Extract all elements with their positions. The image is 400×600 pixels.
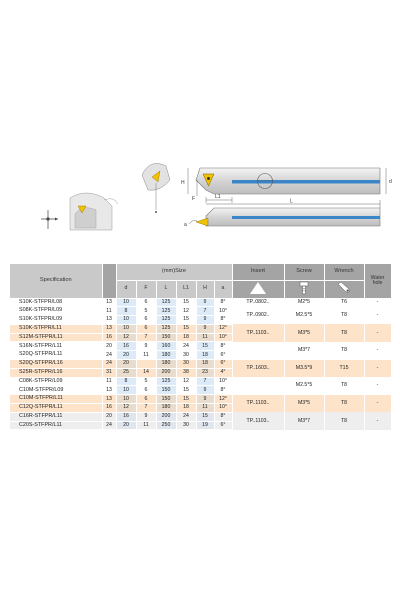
cell-insert: TP..0802.. [232, 298, 284, 307]
cell-L: 125 [156, 298, 176, 307]
cell-water-hole: - [364, 324, 391, 342]
cell-d: 10 [116, 395, 136, 404]
cell-a: 10° [214, 404, 232, 413]
cell-d: 8 [116, 307, 136, 316]
cell-water-hole: - [364, 342, 391, 360]
cell-wrench: T8 [324, 377, 364, 395]
cell-F: 6 [136, 316, 156, 325]
cell-specification: C10M-STFPR/L09 [10, 386, 102, 395]
cell-a: 4° [214, 368, 232, 377]
cell-d-outer: 24 [102, 421, 116, 430]
boring-bar-top-view [184, 194, 380, 228]
header-blank [102, 264, 116, 298]
cell-insert: TP..1103.. [232, 324, 284, 342]
cell-d-outer: 13 [102, 298, 116, 307]
cell-d: 10 [116, 324, 136, 333]
cell-a: 6° [214, 360, 232, 369]
cell-d-outer: 16 [102, 404, 116, 413]
header-screw: Screw [284, 264, 324, 280]
cell-L1: 18 [176, 333, 196, 342]
shank-blue-stripe-top [232, 216, 380, 219]
cell-d-outer: 24 [102, 351, 116, 360]
cell-insert: TP..1103.. [232, 412, 284, 430]
table-row [10, 324, 391, 333]
cell-L: 150 [156, 386, 176, 395]
cell-wrench: T8 [324, 412, 364, 430]
table-row [10, 395, 391, 404]
cell-L: 200 [156, 412, 176, 421]
insert-triangle-icon [232, 280, 284, 298]
cell-screw: M2.5*5 [284, 307, 324, 325]
header-insert: Insert [232, 264, 284, 280]
cell-L1: 24 [176, 412, 196, 421]
header-d: d [116, 280, 136, 298]
header-water-hole [364, 264, 391, 298]
axis-indicator-icon [41, 210, 58, 229]
cell-d: 25 [116, 368, 136, 377]
cell-d-outer: 13 [102, 395, 116, 404]
cell-H: 15 [196, 412, 214, 421]
cell-F: 11 [136, 421, 156, 430]
cell-F: 9 [136, 342, 156, 351]
cell-H: 18 [196, 351, 214, 360]
header-wrench: Wrench [324, 264, 364, 280]
header-specification: Specification [10, 264, 102, 298]
cell-L1: 38 [176, 368, 196, 377]
cell-L1: 30 [176, 421, 196, 430]
spec-table-body [10, 298, 391, 430]
cell-wrench: T6 [324, 298, 364, 307]
cell-water-hole: - [364, 395, 391, 413]
header-water-hole-line2: hole [372, 279, 383, 286]
cell-d: 10 [116, 316, 136, 325]
cell-F: 6 [136, 298, 156, 307]
cell-L: 125 [156, 324, 176, 333]
cell-L1: 18 [176, 404, 196, 413]
cell-L1: 15 [176, 316, 196, 325]
cell-specification: C10M-STFPR/L11 [10, 395, 102, 404]
cell-H: 18 [196, 360, 214, 369]
cell-L: 180 [156, 351, 176, 360]
cell-d: 20 [116, 421, 136, 430]
cell-d-outer: 31 [102, 368, 116, 377]
cell-insert [232, 342, 284, 360]
cell-screw: M3*5 [284, 395, 324, 413]
cell-F: 6 [136, 386, 156, 395]
cell-d-outer: 24 [102, 360, 116, 369]
cell-H: 9 [196, 324, 214, 333]
cell-specification: C20S-STFPR/L11 [10, 421, 102, 430]
cell-d: 8 [116, 377, 136, 386]
screw-icon [284, 280, 324, 298]
cell-specification: S10K-STFPR/L08 [10, 298, 102, 307]
cell-L: 180 [156, 360, 176, 369]
cell-water-hole: - [364, 298, 391, 307]
dim-label-d: d [389, 179, 392, 185]
tool-drawing [0, 0, 400, 260]
cell-F: 5 [136, 307, 156, 316]
cell-L: 150 [156, 333, 176, 342]
cell-water-hole: - [364, 412, 391, 430]
cell-d-outer: 11 [102, 377, 116, 386]
cell-d-outer: 11 [102, 307, 116, 316]
cell-F: 7 [136, 404, 156, 413]
cell-d: 12 [116, 404, 136, 413]
bore-workpiece-sketch [70, 193, 118, 230]
cell-a: 12° [214, 395, 232, 404]
cell-a: 8° [214, 298, 232, 307]
cell-specification: S16N-STFPR/L11 [10, 342, 102, 351]
cell-specification: C12Q-STFPR/L11 [10, 404, 102, 413]
cell-d: 10 [116, 298, 136, 307]
cell-specification: S12M-STFPR/L11 [10, 333, 102, 342]
cell-screw: M3.5*9 [284, 360, 324, 378]
cell-L1: 15 [176, 324, 196, 333]
cell-d: 12 [116, 333, 136, 342]
end-view-sketch [142, 163, 170, 213]
boring-bar-side-view [181, 168, 392, 202]
cell-L1: 12 [176, 377, 196, 386]
cell-screw: M3*5 [284, 324, 324, 342]
table-row [10, 342, 391, 351]
cell-L1: 15 [176, 395, 196, 404]
cell-F: 11 [136, 351, 156, 360]
cell-specification: S08K-STFPR/L09 [10, 307, 102, 316]
cell-a: 8° [214, 386, 232, 395]
cell-wrench: T8 [324, 395, 364, 413]
cell-d-outer: 20 [102, 342, 116, 351]
cell-insert [232, 377, 284, 395]
cell-L1: 15 [176, 386, 196, 395]
dim-label-a: a [184, 222, 187, 228]
dim-label-F: F [192, 196, 196, 202]
cell-d-outer: 13 [102, 386, 116, 395]
header-L: L [156, 280, 176, 298]
cell-d-outer: 13 [102, 324, 116, 333]
cell-H: 7 [196, 377, 214, 386]
cell-screw: M2.5*5 [284, 377, 324, 395]
header-F: F [136, 280, 156, 298]
cell-d: 20 [116, 351, 136, 360]
cell-a: 10° [214, 377, 232, 386]
cell-insert: TP..0902.. [232, 307, 284, 325]
cell-insert: TP..1603.. [232, 360, 284, 378]
cell-d: 20 [116, 360, 136, 369]
cell-L: 160 [156, 342, 176, 351]
table-row [10, 360, 391, 369]
cell-a: 8° [214, 342, 232, 351]
cell-H: 7 [196, 307, 214, 316]
cell-L: 180 [156, 404, 176, 413]
cell-L: 200 [156, 368, 176, 377]
cell-specification: S10K-STFPR/L09 [10, 316, 102, 325]
cell-H: 11 [196, 333, 214, 342]
cell-d: 16 [116, 412, 136, 421]
cell-L: 125 [156, 307, 176, 316]
cell-a: 8° [214, 412, 232, 421]
table-row [10, 412, 391, 421]
cell-wrench: T15 [324, 360, 364, 378]
cell-screw: M2*5 [284, 298, 324, 307]
shank-blue-stripe [232, 180, 380, 184]
dim-label-L1: L1 [215, 194, 221, 200]
cell-water-hole: - [364, 377, 391, 395]
cell-a: 8° [214, 316, 232, 325]
table-row [10, 307, 391, 316]
cell-F [136, 360, 156, 369]
cell-a: 6° [214, 421, 232, 430]
header-size-group: (mm)Size [116, 264, 232, 280]
cell-H: 11 [196, 404, 214, 413]
table-row [10, 377, 391, 386]
dim-label-H: H [181, 180, 185, 186]
cell-specification: S20Q-STFPR/L11 [10, 351, 102, 360]
cell-L: 150 [156, 395, 176, 404]
cell-specification: S25R-STFPR/L16 [10, 368, 102, 377]
cell-a: 10° [214, 333, 232, 342]
cell-F: 7 [136, 333, 156, 342]
cell-specification: C16R-STFPR/L11 [10, 412, 102, 421]
cell-L: 250 [156, 421, 176, 430]
cell-H: 19 [196, 421, 214, 430]
cell-F: 6 [136, 324, 156, 333]
cell-F: 5 [136, 377, 156, 386]
cell-d-outer: 20 [102, 412, 116, 421]
spec-table [10, 264, 392, 430]
cell-d: 16 [116, 342, 136, 351]
header-a: a [214, 280, 232, 298]
cell-insert: TP..1103.. [232, 395, 284, 413]
cell-wrench: T8 [324, 342, 364, 360]
cell-L1: 30 [176, 351, 196, 360]
header-L1: L1 [176, 280, 196, 298]
cell-specification: C08K-STFPR/L09 [10, 377, 102, 386]
cell-F: 14 [136, 368, 156, 377]
cell-L1: 12 [176, 307, 196, 316]
cell-a: 10° [214, 307, 232, 316]
cell-H: 15 [196, 342, 214, 351]
cell-L: 125 [156, 316, 176, 325]
cell-d-outer: 16 [102, 333, 116, 342]
cell-H: 9 [196, 395, 214, 404]
cell-wrench: T8 [324, 324, 364, 342]
cell-H: 23 [196, 368, 214, 377]
header-water-hole-line1: Water [370, 274, 385, 281]
cell-L1: 30 [176, 360, 196, 369]
cell-d: 10 [116, 386, 136, 395]
cell-L1: 24 [176, 342, 196, 351]
cell-H: 9 [196, 316, 214, 325]
dim-label-L: L [290, 198, 293, 205]
cell-a: 6° [214, 351, 232, 360]
cell-H: 9 [196, 386, 214, 395]
cell-screw: M3*7 [284, 412, 324, 430]
cell-water-hole: - [364, 360, 391, 378]
cell-specification: S10K-STFPR/L11 [10, 324, 102, 333]
cell-wrench: T8 [324, 307, 364, 325]
cell-F: 9 [136, 412, 156, 421]
cell-screw: M3*7 [284, 342, 324, 360]
cell-L: 125 [156, 377, 176, 386]
cell-specification: S20Q-STFPR/L16 [10, 360, 102, 369]
cell-water-hole: - [364, 307, 391, 325]
cell-a: 12° [214, 324, 232, 333]
wrench-icon [324, 280, 364, 298]
cell-d-outer: 13 [102, 316, 116, 325]
cell-F: 6 [136, 395, 156, 404]
cell-L1: 15 [176, 298, 196, 307]
cell-H: 9 [196, 298, 214, 307]
header-H: H [196, 280, 214, 298]
table-row [10, 298, 391, 307]
